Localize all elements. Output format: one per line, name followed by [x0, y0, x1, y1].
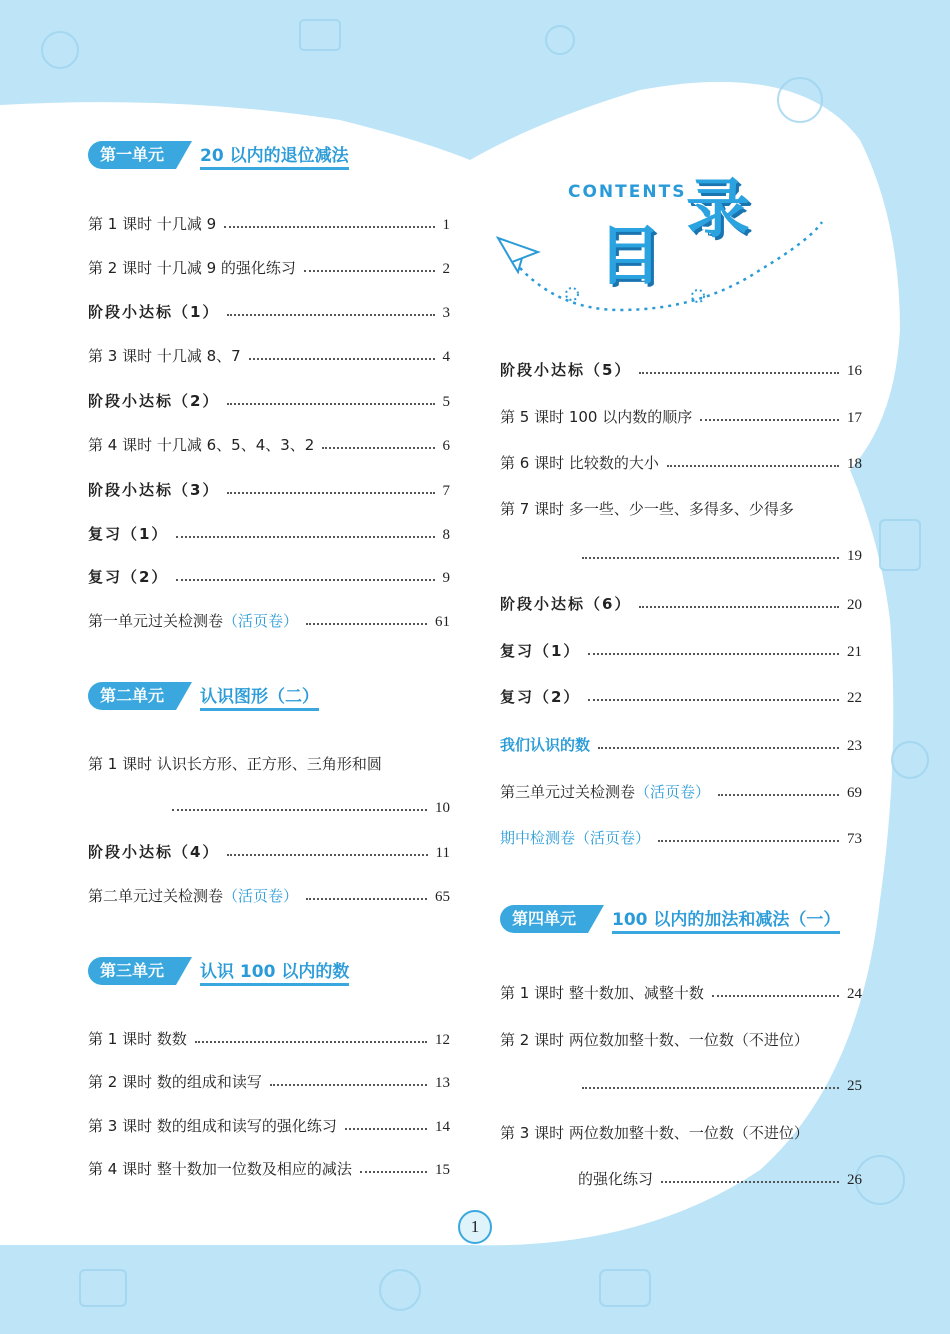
toc-item[interactable]: 第 2 课时 十几减 9 的强化练习 2	[88, 259, 450, 277]
toc-item[interactable]: 阶段小达标（3） 7	[88, 481, 450, 499]
unit4-header	[500, 904, 840, 934]
unit3-header	[88, 956, 349, 986]
unit2-title: 认识图形（二）	[200, 682, 319, 711]
toc-item[interactable]: 阶段小达标（5） 16	[500, 361, 862, 379]
toc-item[interactable]: 第 7 课时 多一些、少一些、多得多、少得多	[500, 500, 794, 518]
toc-item[interactable]: 第 6 课时 比较数的大小 18	[500, 454, 862, 472]
unit4-badge: 第四单元	[500, 905, 588, 933]
unit1-badge: 第一单元	[88, 141, 176, 169]
unit1-title: 20 以内的退位减法	[200, 141, 349, 170]
toc-item[interactable]: 第 1 课时 数数 12	[88, 1030, 450, 1048]
toc-item[interactable]: 第 2 课时 两位数加整十数、一位数（不进位）	[500, 1031, 809, 1049]
toc-item[interactable]: 第 5 课时 100 以内数的顺序 17	[500, 408, 862, 426]
toc-item[interactable]: 第 3 课时 十几减 8、7 4	[88, 347, 450, 365]
unit3-title: 认识 100 以内的数	[200, 957, 349, 986]
unit2-header	[88, 681, 319, 711]
toc-item[interactable]: 第三单元过关检测卷（活页卷） 69	[500, 783, 862, 801]
toc-item[interactable]: 第 2 课时 数的组成和读写 13	[88, 1073, 450, 1091]
unit3-badge: 第三单元	[88, 957, 176, 985]
toc-item[interactable]: 第 4 课时 十几减 6、5、4、3、2 6	[88, 436, 450, 454]
toc-item[interactable]: 阶段小达标（2） 5	[88, 392, 450, 410]
toc-item-continuation[interactable]: 10	[172, 795, 450, 817]
toc-item[interactable]: 第 4 课时 整十数加一位数及相应的减法 15	[88, 1160, 450, 1178]
title-lu: 录	[686, 173, 750, 247]
page-number: 1	[458, 1210, 492, 1244]
toc-item[interactable]: 复习（1） 8	[88, 525, 450, 543]
unit2-badge: 第二单元	[88, 682, 176, 710]
title-mu: 目	[598, 220, 662, 294]
toc-item[interactable]: 期中检测卷（活页卷） 73	[500, 829, 862, 847]
contents-label: CONTENTS	[568, 182, 687, 202]
toc-item[interactable]: 阶段小达标（1） 3	[88, 303, 450, 321]
toc-item[interactable]: 第 1 课时 认识长方形、正方形、三角形和圆	[88, 755, 382, 773]
toc-item[interactable]: 第 1 课时 整十数加、减整十数 24	[500, 984, 862, 1002]
toc-item[interactable]: 复习（1） 21	[500, 642, 862, 660]
unit1-header	[88, 140, 349, 170]
toc-item[interactable]: 我们认识的数 23	[500, 736, 862, 754]
toc-item[interactable]: 第一单元过关检测卷（活页卷） 61	[88, 612, 450, 630]
toc-item[interactable]: 第 3 课时 两位数加整十数、一位数（不进位）	[500, 1124, 809, 1142]
toc-item[interactable]: 复习（2） 22	[500, 688, 862, 706]
toc-item[interactable]: 阶段小达标（6） 20	[500, 595, 862, 613]
toc-item-continuation[interactable]: 25	[582, 1073, 862, 1095]
toc-item[interactable]: 第二单元过关检测卷（活页卷） 65	[88, 887, 450, 905]
toc-item-continuation[interactable]: 19	[582, 543, 862, 565]
unit4-title: 100 以内的加法和减法（一）	[612, 905, 840, 934]
toc-item[interactable]: 第 3 课时 数的组成和读写的强化练习 14	[88, 1117, 450, 1135]
toc-item[interactable]: 复习（2） 9	[88, 568, 450, 586]
toc-item[interactable]: 阶段小达标（4） 11	[88, 843, 450, 861]
toc-item-continuation[interactable]: 的强化练习 26	[578, 1170, 862, 1188]
toc-item[interactable]: 第 1 课时 十几减 9 1	[88, 215, 450, 233]
